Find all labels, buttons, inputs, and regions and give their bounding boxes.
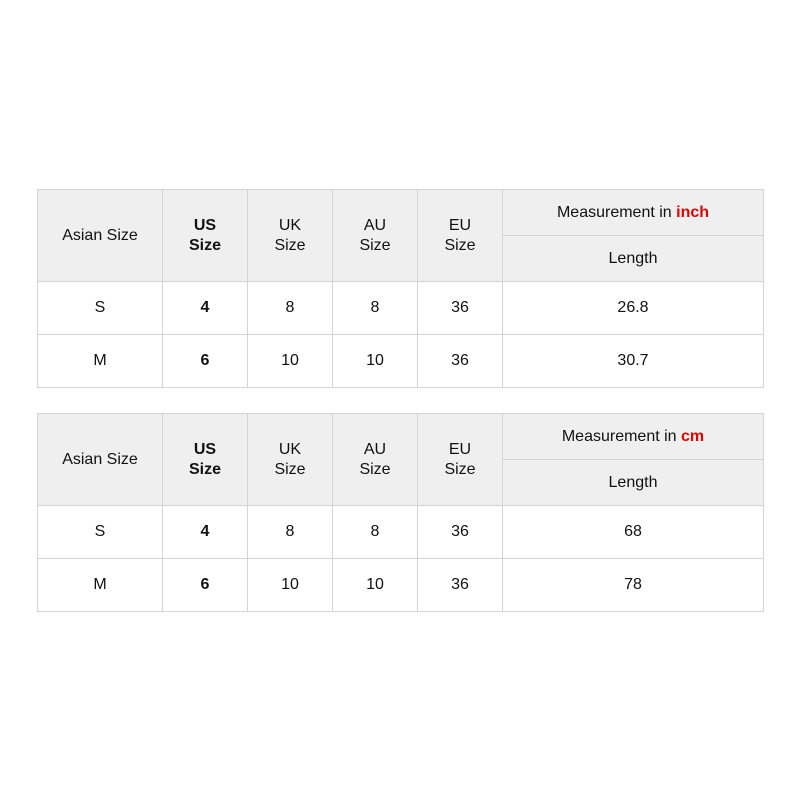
measurement-unit: cm [681,427,705,445]
measurement-prefix: Measurement in [556,203,677,221]
length-cell: 78 [503,559,764,612]
au-size-cell: 10 [333,335,418,388]
uk-header-line1: UK [278,216,302,234]
eu-header-line1: EU [448,440,472,458]
size-table-inch [37,189,764,388]
asian-size-header: Asian Size [38,190,163,282]
eu-header-line2: Size [444,236,476,254]
length-cell: 68 [503,506,764,559]
measurement-unit: inch [676,203,710,221]
us-size-cell: 6 [163,559,248,612]
asian-size-cell: M [38,559,163,612]
eu-size-cell: 36 [418,282,503,335]
header-row [38,190,764,236]
asian-size-cell: M [38,335,163,388]
eu-header-line2: Size [444,460,476,478]
length-header: Length [503,236,764,282]
table-row [38,282,764,335]
us-size-cell: 6 [163,335,248,388]
asian-size-cell: S [38,282,163,335]
table-row [38,506,764,559]
uk-header-line2: Size [274,236,306,254]
measurement-prefix: Measurement in [561,427,682,445]
length-cell: 30.7 [503,335,764,388]
au-header-line2: Size [359,460,391,478]
eu-header-line1: EU [448,216,472,234]
us-size-cell: 4 [163,506,248,559]
size-table-cm [37,413,764,612]
uk-size-cell: 8 [248,506,333,559]
uk-header-line1: UK [278,440,302,458]
asian-size-cell: S [38,506,163,559]
asian-size-header: Asian Size [38,414,163,506]
table-row [38,335,764,388]
uk-size-header [248,414,333,506]
us-header-line1: US [193,216,217,234]
us-header-line2: Size [188,460,221,478]
length-header: Length [503,460,764,506]
uk-size-cell: 8 [248,282,333,335]
eu-size-cell: 36 [418,506,503,559]
measurement-header [503,414,764,460]
au-size-cell: 8 [333,506,418,559]
eu-size-header [418,414,503,506]
uk-size-cell: 10 [248,335,333,388]
length-cell: 26.8 [503,282,764,335]
au-size-header [333,190,418,282]
au-size-cell: 8 [333,282,418,335]
us-header-line2: Size [188,236,221,254]
header-row [38,414,764,460]
uk-header-line2: Size [274,460,306,478]
uk-size-cell: 10 [248,559,333,612]
measurement-header [503,190,764,236]
eu-size-cell: 36 [418,335,503,388]
us-size-header [163,190,248,282]
eu-size-cell: 36 [418,559,503,612]
us-header-line1: US [193,440,217,458]
au-header-line2: Size [359,236,391,254]
eu-size-header [418,190,503,282]
au-header-line1: AU [363,216,387,234]
au-size-header [333,414,418,506]
us-size-header [163,414,248,506]
au-header-line1: AU [363,440,387,458]
uk-size-header [248,190,333,282]
us-size-cell: 4 [163,282,248,335]
au-size-cell: 10 [333,559,418,612]
table-row [38,559,764,612]
